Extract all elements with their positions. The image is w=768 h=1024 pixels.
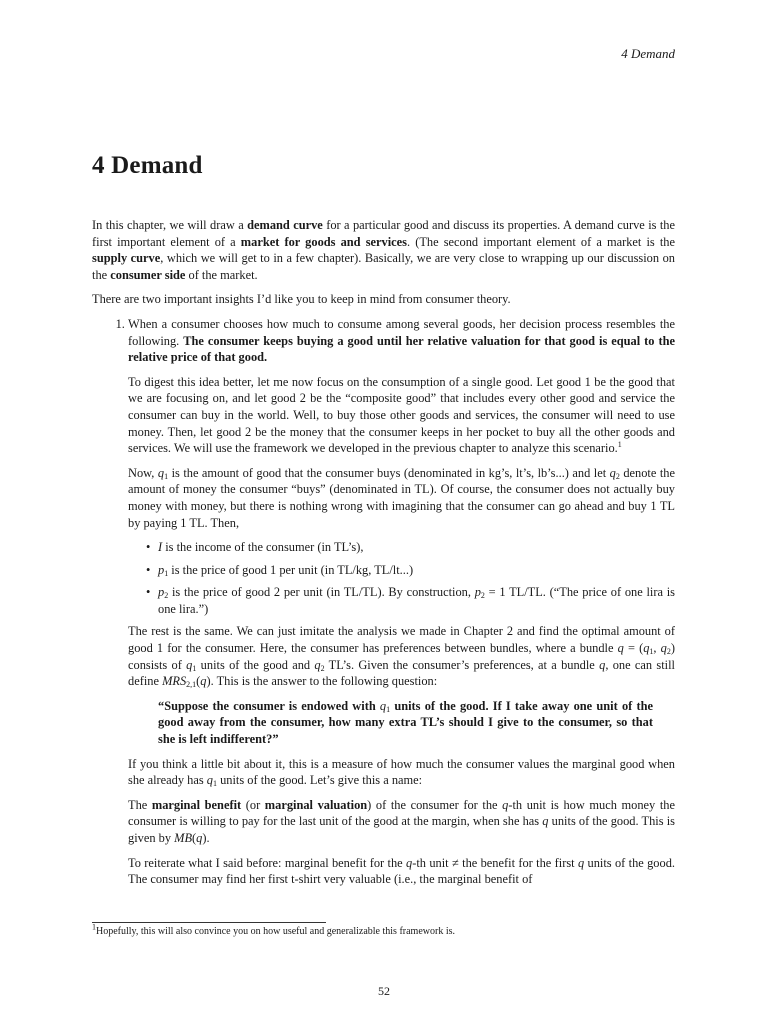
think-paragraph: If you think a little bit about it, this is a measure of how much the consumer values the marginal good when she already has $q_1$ units of the good. Let’s give this a name: <box>128 756 675 789</box>
marginal-benefit-definition: The marginal benefit (or marginal valuation) of the consumer for the q-th unit is how much money the consumer is willing to pay for the last unit of the good at the margin, when she has q units of the good. This is given by MB(q). <box>128 797 676 845</box>
list-item <box>128 316 675 888</box>
rest-paragraph: The rest is the same. We can just imitate the analysis we made in Chapter 2 and find the optimal amount of good 1 for the consumer. Here, the consumer has preferences between bundles, where a bundle $q = (q_1$, $q_2$) consists of $q_1$ units of the good and $q_2$ TL’s. Given the consumer’s preferences, at a bundle q, one can still define $MRS_{2,1}(q)$. This is the answer to the following question: <box>128 624 675 690</box>
reiterate-paragraph: To reiterate what I said before: marginal benefit for the q-th unit ≠ the benefit for the first q units of the good. The consumer may find her first t-shirt very valuable (i.e., the marginal benefit of <box>128 855 675 887</box>
bullet-price-good1: • $p_1$ is the price of good 1 per unit (in TL/kg, TL/lt...) <box>146 562 414 578</box>
page-number: 52 <box>378 984 390 998</box>
digest-paragraph: To digest this idea better, let me now focus on the consumption of a single good. Let good 1 be the good that we are focusing on, and let good 2 be the “composite good” that includes every other good and service the consumer can buy in the world. Well, to buy those other goods and services, the consumer will need to use money. Then, let good 2 be the money that the consumer keeps in her pocket to buy all the other goods and services. We will use the framework we developed in the previous chapter to analyze this scenario.$^1$ <box>128 374 675 456</box>
intro-paragraph: In this chapter, we will draw a demand curve for a particular good and discuss its properties. A demand curve is the first important element of a market for goods and services. (The second important element of a market is the supply curve, which we will get to in a few chapter). Basically, we are very close to wrapping up our discussion on the consumer side of the market. <box>92 218 676 282</box>
footnote-mark[interactable]: 1 <box>617 440 622 449</box>
bullet-price-good2: • $p_2$ is the price of good 2 per unit (in TL/TL). By construction, $p_2 = 1$ TL/TL. (“The price of one lira is one lira.”) <box>146 585 675 616</box>
chapter-title: 4 Demand <box>92 152 203 179</box>
definitions-list <box>128 539 675 617</box>
insights-paragraph: There are two important insights I’d like you to keep in mind from consumer theory. <box>92 292 511 307</box>
body-text <box>92 217 675 896</box>
footnote: $^1$Hopefully, this will also convince you on how useful and generalizable this framework is. <box>92 922 455 937</box>
key-question-quote: “Suppose the consumer is endowed with $q_1$ units of the good. If I take away one unit of the good away from the consumer, how many extra TL’s should I give to the consumer, so that she is left indifferent?” <box>158 698 653 747</box>
bullet-income: • I is the income of the consumer (in TL’s), <box>146 540 364 555</box>
now-paragraph: Now, $q_1$ is the amount of good that the consumer buys (denominated in kg’s, lt’s, lb’s...) and let $q_2$ denote the amount of money the consumer “buys” (denominated in TL). Of course, the consumer does not actually buy money with money, but there is nothing wrong with imagining that the consumer can go ahead and buy 1 TL by paying 1 TL. Then, <box>128 465 675 530</box>
insight-one: 1. When a consumer chooses how much to consume among several goods, her decision process resembles the following. The consumer keeps buying a good until her relative valuation for that good is equal to the relative price of that good. <box>128 316 675 365</box>
running-header: 4 Demand <box>621 46 675 61</box>
footnote-rule <box>92 922 326 923</box>
insights-list <box>92 316 675 888</box>
